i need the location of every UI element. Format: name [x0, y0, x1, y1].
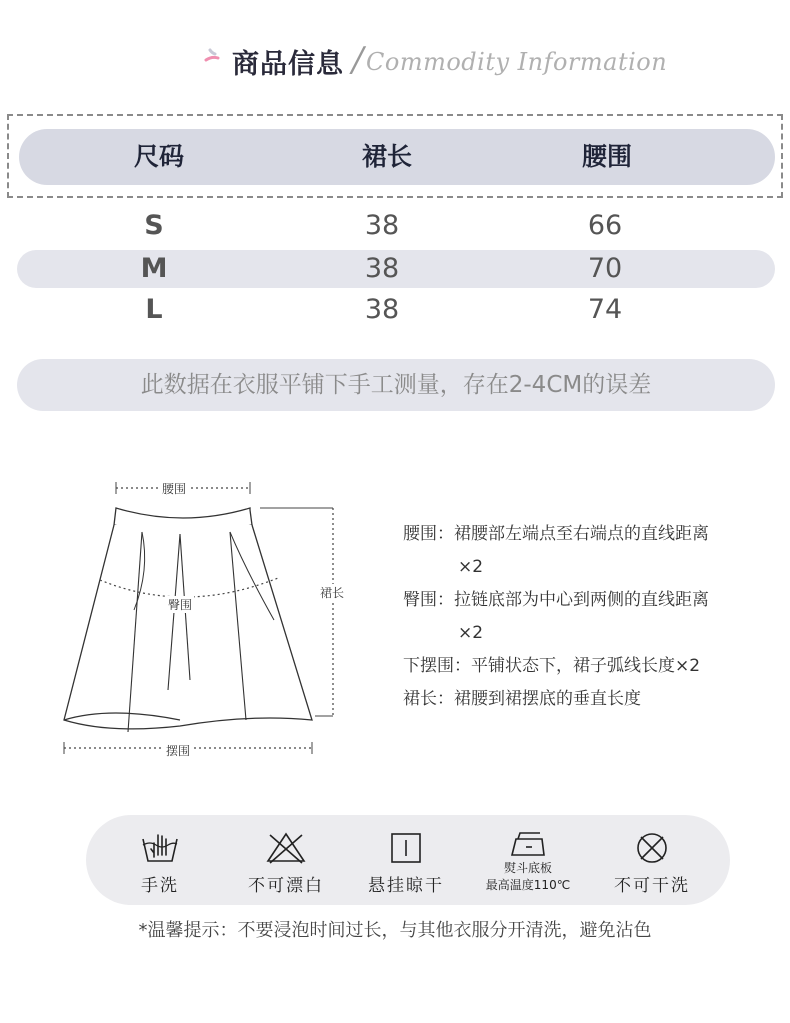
definition-waist-cont: ×2: [458, 557, 484, 577]
measurement-definitions: [403, 518, 773, 716]
skirt-measurement-diagram: [50, 470, 370, 770]
washing-tip: *温馨提示：不要浸泡时间过长，与其他衣服分开清洗，避免沾色: [138, 920, 652, 941]
care-iron: [468, 815, 588, 905]
no-bleach-icon: [264, 831, 308, 865]
hand-wash-icon: [140, 831, 180, 865]
care-label: 悬挂晾干: [368, 876, 444, 896]
cell-size: M: [140, 253, 168, 284]
iron-icon: [506, 829, 550, 859]
care-hang-dry: [356, 815, 456, 905]
definition-waist: 腰围：裙腰部左端点至右端点的直线距离: [403, 524, 709, 544]
table-row: [17, 250, 775, 288]
size-table-header: [19, 129, 775, 185]
header-waist: 腰围: [581, 142, 632, 171]
care-no-bleach: [236, 815, 336, 905]
care-label-line1: 熨斗底板: [503, 861, 552, 875]
definition-hip-cont: ×2: [458, 623, 484, 643]
length-label: 裙长: [320, 586, 345, 600]
cell-length: 38: [364, 210, 400, 241]
measurement-note: 此数据在衣服平铺下手工测量，存在2-4CM的误差: [17, 359, 775, 411]
hem-label: 摆围: [166, 744, 191, 758]
header-length: 裙长: [361, 142, 412, 171]
care-hand-wash: [120, 815, 200, 905]
table-row: [17, 291, 775, 329]
cell-waist: 70: [587, 253, 623, 284]
definition-length: 裙长：裙腰到裙摆底的垂直长度: [403, 689, 641, 709]
cell-length: 38: [364, 294, 400, 325]
care-label: 手洗: [141, 876, 179, 896]
cell-length: 38: [364, 253, 400, 284]
size-table-header-frame: [7, 114, 783, 198]
cell-size: L: [145, 294, 163, 325]
care-label: 不可漂白: [248, 876, 324, 896]
title-chinese: 商品信息: [232, 49, 344, 80]
skirt-outline-icon: [50, 470, 370, 770]
header-size: 尺码: [133, 142, 184, 171]
no-dry-clean-icon: [634, 831, 670, 865]
cell-waist: 66: [587, 210, 623, 241]
title-english: Commodity Information: [366, 48, 668, 76]
section-title: [0, 38, 790, 88]
cell-waist: 74: [587, 294, 623, 325]
care-instructions: [86, 815, 730, 905]
care-label: 不可干洗: [614, 876, 690, 896]
definition-hem: 下摆围：平铺状态下，裙子弧线长度×2: [403, 656, 701, 676]
pink-leaf-icon: [204, 46, 220, 64]
definition-hip: 臀围：拉链底部为中心到两侧的直线距离: [403, 590, 709, 610]
care-no-dry-clean: [602, 815, 702, 905]
title-divider: /: [352, 40, 364, 80]
hip-label: 臀围: [168, 598, 193, 612]
table-row: [17, 207, 775, 245]
cell-size: S: [144, 210, 164, 241]
waist-label: 腰围: [162, 482, 187, 496]
care-label-line2: 最高温度110℃: [485, 878, 571, 892]
hang-dry-icon: [388, 831, 424, 865]
